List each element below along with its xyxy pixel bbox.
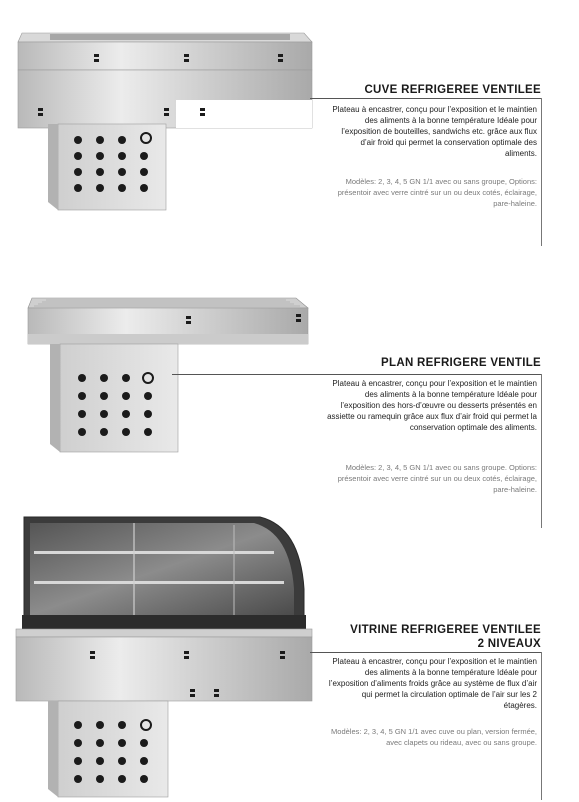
product-title-line2: 2 NIVEAUX: [477, 638, 541, 650]
product-title-line1: VITRINE REFRIGEREE VENTILEE: [350, 624, 541, 636]
product-description: Plateau à encastrer, conçu pour l’exposition et le maintien des aliments à la bonne température Idéale pour l’exposition d’aliments froids grâce au système de flux d’air qui permet la circulation optimale de l’air sur les 2 étagères.: [328, 657, 537, 710]
vitrine-refrigeree-2-niveaux-illustration: [14, 511, 314, 801]
cuve-refrigeree-ventilee-illustration: [16, 28, 316, 213]
product-cuve-refrigeree: [0, 0, 579, 260]
product-vitrine-refrigeree: [0, 505, 579, 802]
title-rule: [310, 652, 542, 653]
product-description: Plateau à encastrer, conçu pour l’exposition et le maintien des aliments à la bonne température Idéale pour l’exposition des hors-d’œuvre ou desserts présentés en assiette ou ramequin grâce aux flux d’air froid qui permet la conservation optimale des aliments.: [327, 379, 537, 432]
product-title: CUVE REFRIGEREE VENTILEE: [364, 84, 541, 96]
product-title: PLAN REFRIGERE VENTILE: [381, 357, 541, 369]
product-models: Modèles: 2, 3, 4, 5 GN 1/1 avec cuve ou plan, version fermée, avec clapets ou rideau, avec ou sans groupe.: [331, 727, 537, 747]
product-description: Plateau à encastrer, conçu pour l’exposition et le maintien des aliments à la bonne température Idéale pour l’exposition de bouteilles, sandwichs etc. grâce aux flux d’air froid qui permet la conservation optimale des aliments.: [332, 105, 537, 158]
side-rule: [541, 98, 542, 246]
product-models: Modèles: 2, 3, 4, 5 GN 1/1 avec ou sans groupe, Options: présentoir avec verre cintré sur un ou deux cotés, éclairage, pare-haleine.: [337, 177, 537, 208]
product-title: [350, 623, 541, 651]
side-rule: [541, 652, 542, 800]
product-plan-refrigere: [0, 280, 579, 530]
title-rule: [172, 374, 542, 375]
product-models: Modèles: 2, 3, 4, 5 GN 1/1 avec ou sans groupe. Options: présentoir avec verre cintré sur un ou deux cotés, éclairage, pare-haleine.: [337, 463, 537, 494]
title-rule: [310, 98, 542, 99]
